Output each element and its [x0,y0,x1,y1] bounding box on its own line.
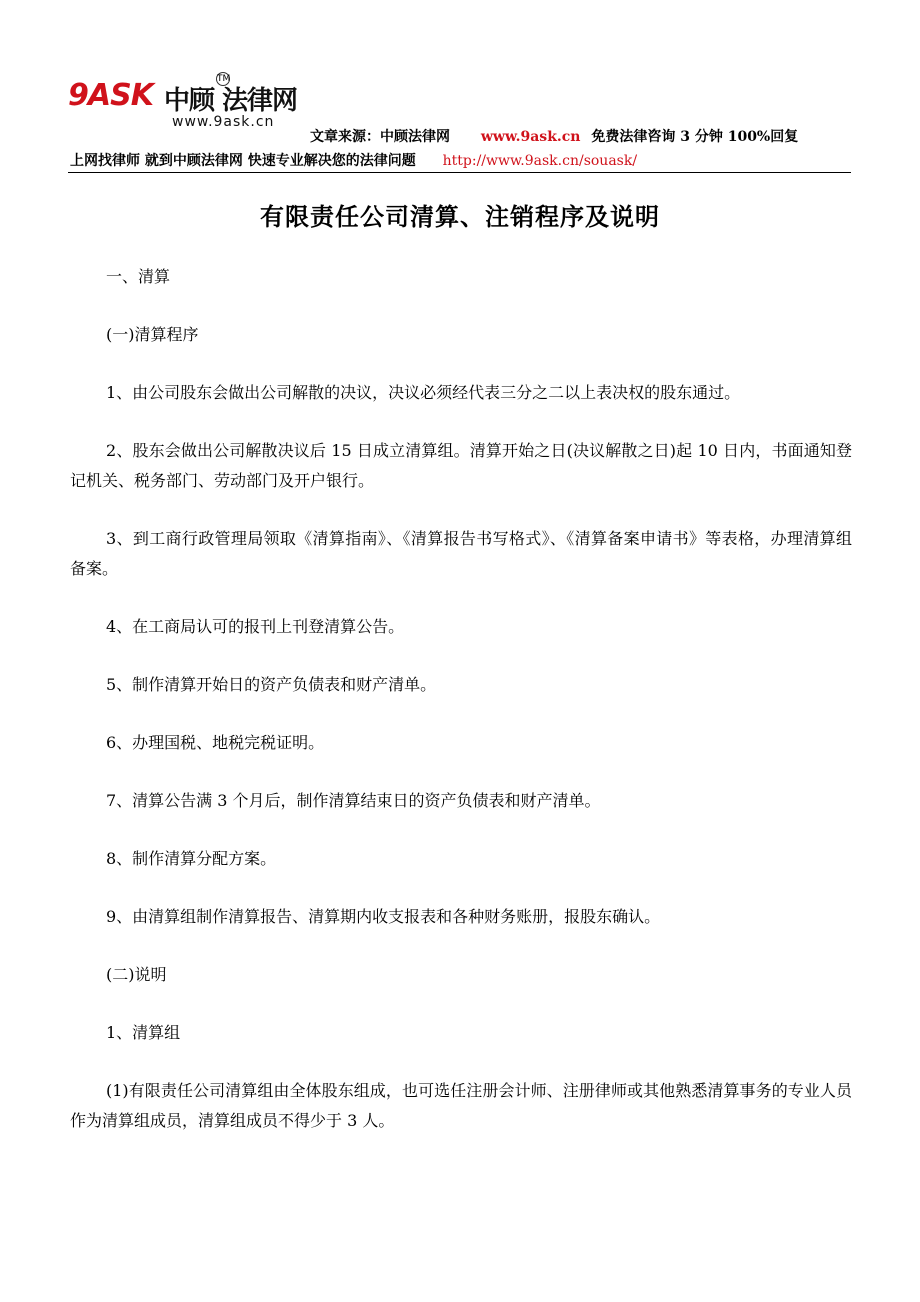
logo-site: www.9ask.cn [172,114,275,130]
site-logo[interactable] [68,70,318,134]
header-source-line [310,126,798,146]
souask-link[interactable]: http://www.9ask.cn/souask/ [442,153,638,169]
paragraph: 5、制作清算开始日的资产负债表和财产清单。 [106,675,437,694]
logo-mark: 9ASK [68,78,153,113]
paragraph: 9、由清算组制作清算报告、清算期内收支报表和各种财务账册，报股东确认。 [106,907,661,926]
header-divider [68,172,851,173]
paragraph: 7、清算公告满 3 个月后，制作清算结束日的资产负债表和财产清单。 [106,791,601,810]
document-body [70,262,852,1136]
free-consult-text: 免费法律咨询 3 分钟 100%回复 [591,129,799,145]
source-label: 文章来源：中顾法律网 [310,129,450,145]
paragraph: (一)清算程序 [106,325,199,344]
paragraph: (二)说明 [106,965,167,984]
slogan-text: 上网找律师 就到中顾法律网 快速专业解决您的法律问题 [70,153,416,169]
paragraph: 6、办理国税、地税完税证明。 [106,733,325,752]
paragraph: 8、制作清算分配方案。 [106,849,277,868]
logo-brand: 中顾 法律网 [164,86,298,116]
page-title: 有限责任公司清算、注销程序及说明 [260,202,660,231]
paragraph: (1)有限责任公司清算组由全体股东组成，也可选任注册会计师、注册律师或其他熟悉清算事务的专业人员作为清算组成员，清算组成员不得少于 3 人。 [70,1081,852,1130]
paragraph: 1、由公司股东会做出公司解散的决议，决议必须经代表三分之二以上表决权的股东通过。 [106,383,741,402]
source-url-link[interactable]: www.9ask.cn [480,129,581,145]
paragraph: 2、股东会做出公司解散决议后 15 日成立清算组。清算开始之日(决议解散之日)起 10 日内，书面通知登记机关、税务部门、劳动部门及开户银行。 [70,441,852,490]
trademark-icon: TM [217,74,231,84]
paragraph: 一、清算 [106,267,171,286]
header-slogan-line [70,150,637,170]
paragraph: 3、到工商行政管理局领取《清算指南》、《清算报告书写格式》、《清算备案申请书》等表格，办理清算组备案。 [70,529,852,578]
paragraph: 1、清算组 [106,1023,181,1042]
paragraph: 4、在工商局认可的报刊上刊登清算公告。 [106,617,405,636]
